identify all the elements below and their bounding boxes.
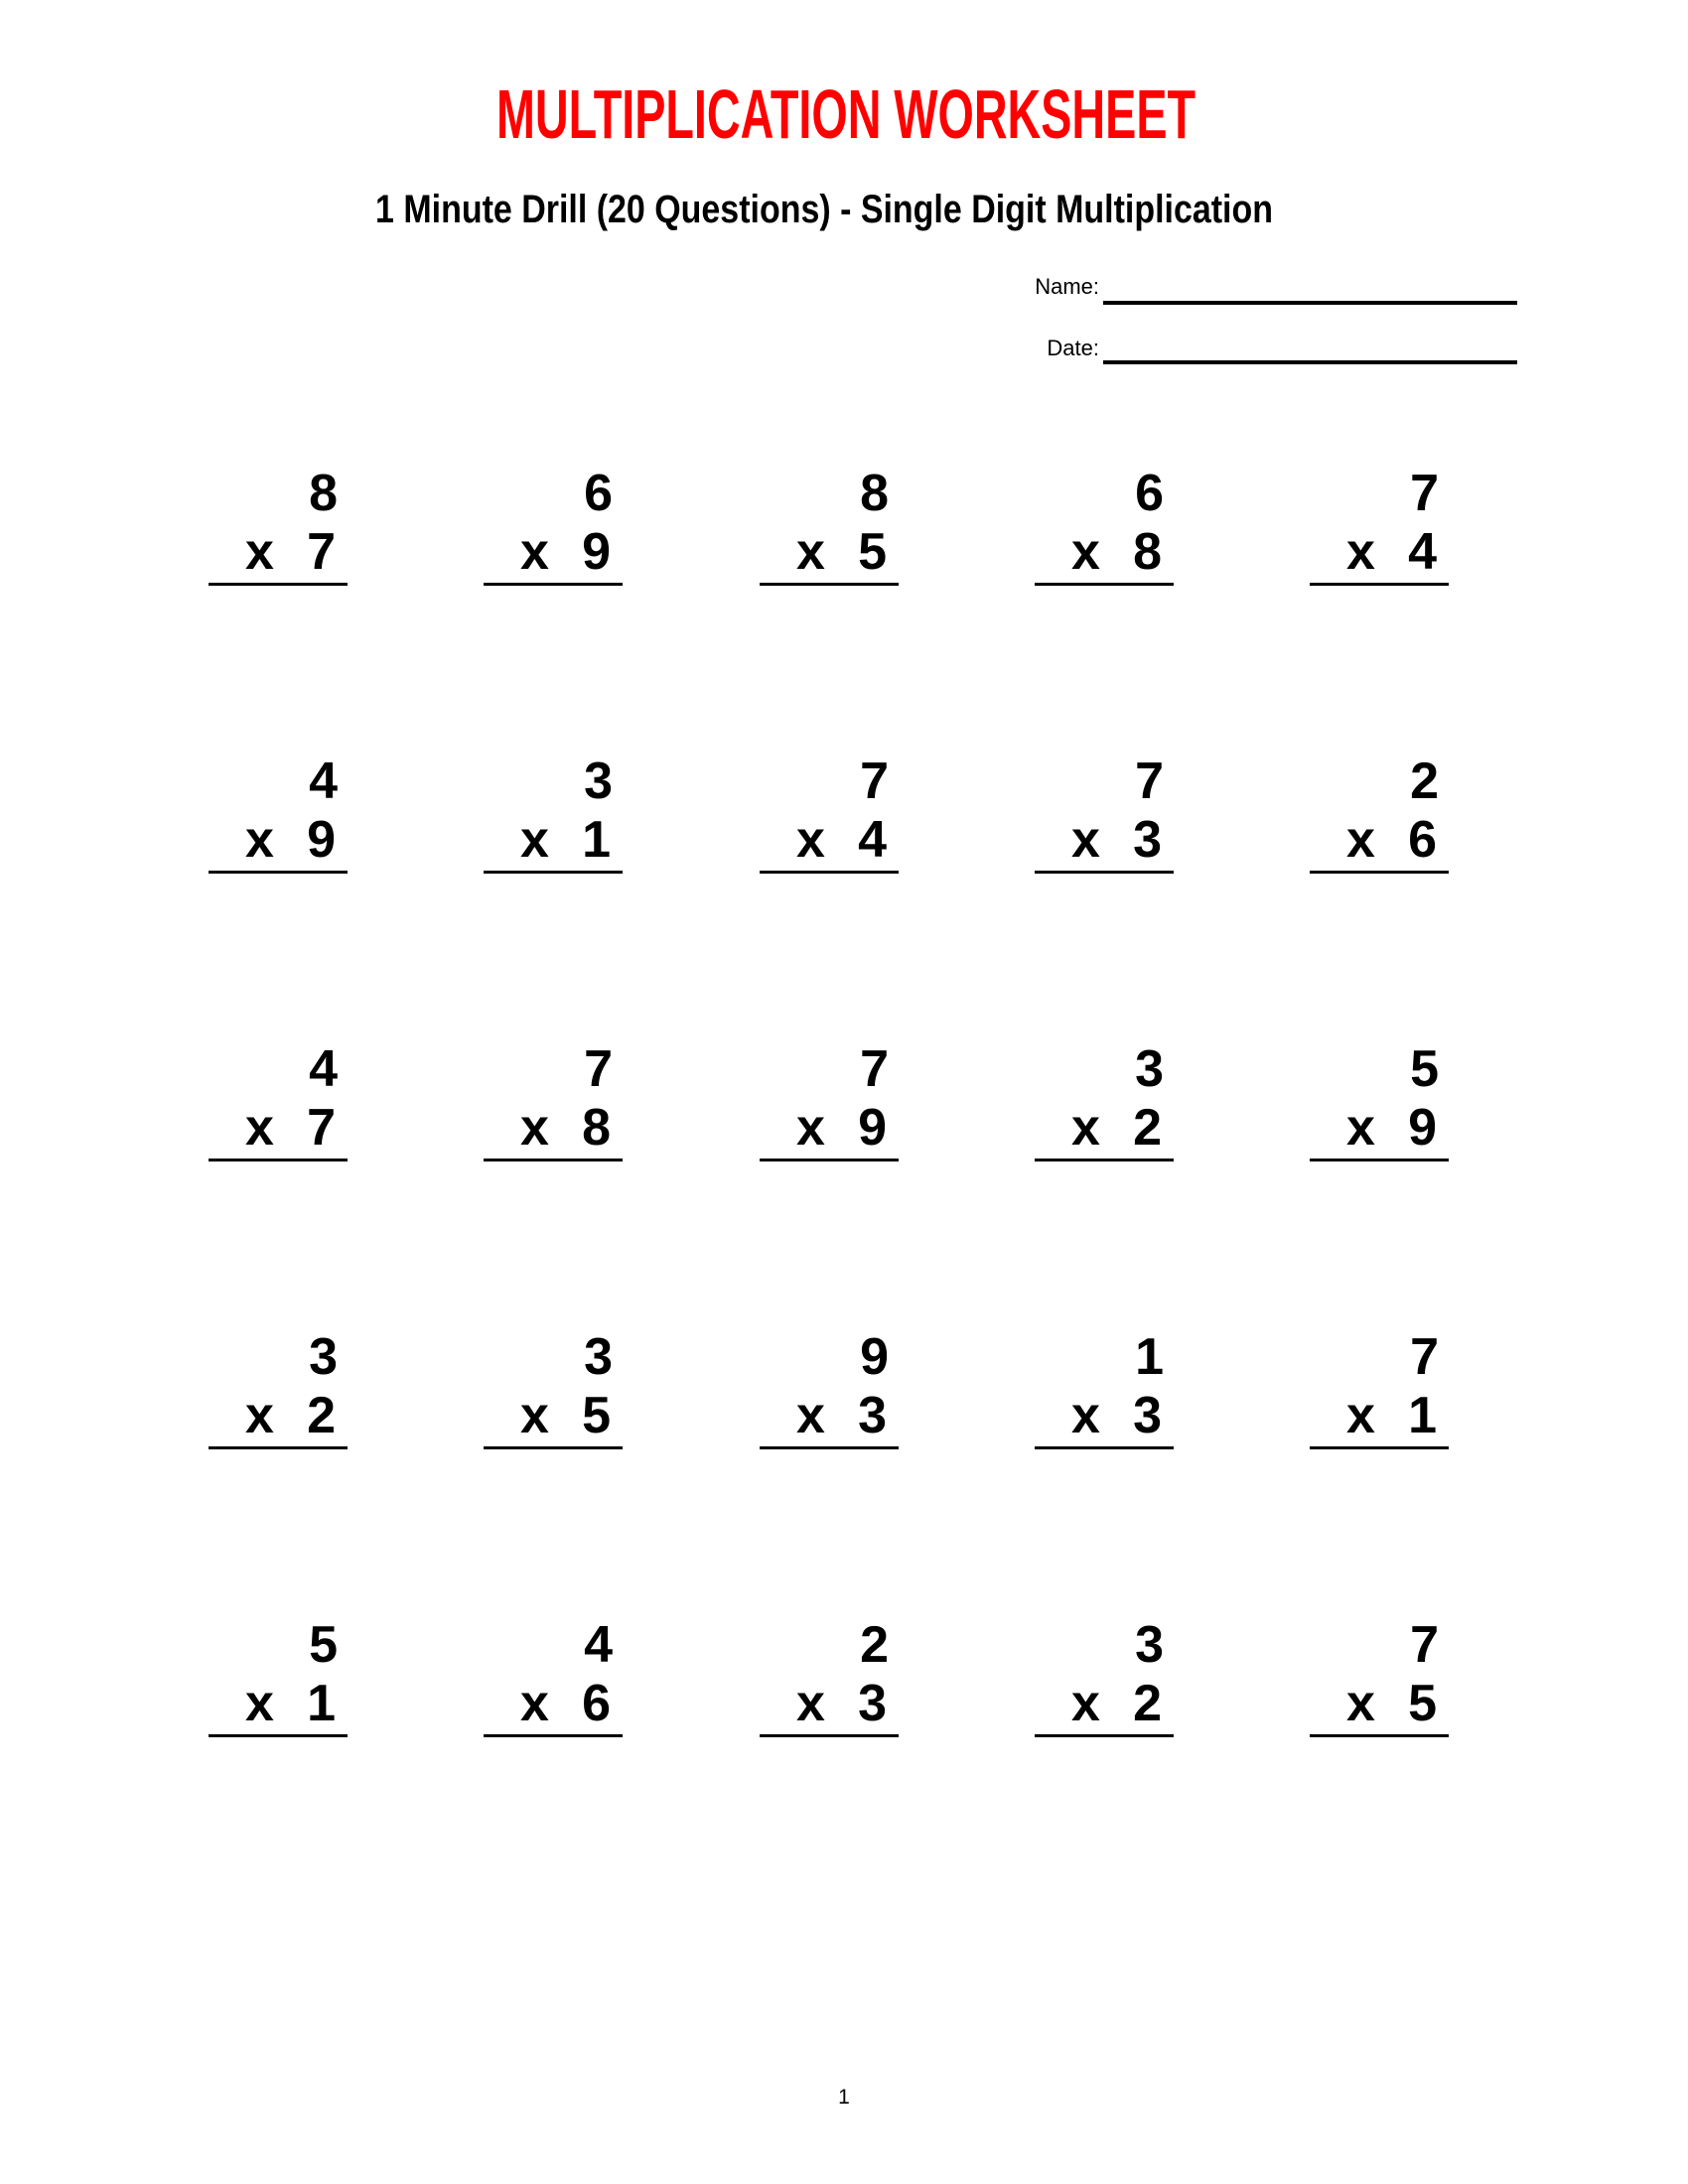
answer-line[interactable]: [209, 1159, 348, 1161]
problem-6: [209, 754, 348, 876]
multiplier: 5: [1408, 1675, 1437, 1732]
date-label: Date:: [1047, 336, 1099, 360]
multiplicand: 7: [1135, 752, 1164, 810]
multiply-sign: x: [796, 1675, 825, 1732]
page-number: 1: [838, 2086, 850, 2109]
answer-line[interactable]: [760, 1446, 899, 1449]
problem-16: [209, 1330, 348, 1451]
multiplicand: 3: [309, 1328, 338, 1386]
multiply-sign: x: [1071, 523, 1100, 581]
problem-3: [760, 467, 899, 588]
answer-line[interactable]: [1035, 1734, 1174, 1737]
problem-18: [760, 1330, 899, 1451]
multiplicand: 3: [1135, 1040, 1164, 1098]
answer-line[interactable]: [484, 1446, 623, 1449]
page-subtitle: [375, 190, 1273, 229]
answer-line[interactable]: [760, 1734, 899, 1737]
multiplier: 1: [307, 1675, 336, 1732]
multiplier: 4: [858, 811, 887, 869]
multiply-sign: x: [1346, 1099, 1375, 1157]
multiplier: 2: [1133, 1099, 1162, 1157]
multiplier: 5: [858, 523, 887, 581]
multiply-sign: x: [1346, 1675, 1375, 1732]
multiplicand: 8: [860, 465, 889, 522]
multiply-sign: x: [245, 1099, 274, 1157]
multiply-sign: x: [796, 1387, 825, 1444]
problem-12: [484, 1042, 623, 1163]
problem-22: [484, 1618, 623, 1739]
answer-line[interactable]: [484, 871, 623, 874]
answer-line[interactable]: [209, 583, 348, 586]
answer-line[interactable]: [1310, 1159, 1449, 1161]
multiplicand: 8: [309, 465, 338, 522]
multiplier: 9: [858, 1099, 887, 1157]
answer-line[interactable]: [1035, 583, 1174, 586]
answer-line[interactable]: [760, 1159, 899, 1161]
multiplier: 3: [858, 1387, 887, 1444]
multiply-sign: x: [520, 1099, 549, 1157]
problem-21: [209, 1618, 348, 1739]
multiplier: 5: [582, 1387, 611, 1444]
multiplier: 2: [1133, 1675, 1162, 1732]
problem-25: [1310, 1618, 1449, 1739]
answer-line[interactable]: [209, 1734, 348, 1737]
multiplier: 4: [1408, 523, 1437, 581]
multiplier: 1: [1408, 1387, 1437, 1444]
multiplicand: 7: [1410, 465, 1439, 522]
multiplicand: 4: [309, 1040, 338, 1098]
answer-line[interactable]: [1310, 1734, 1449, 1737]
multiplicand: 2: [860, 1616, 889, 1674]
multiplicand: 7: [584, 1040, 613, 1098]
multiplicand: 1: [1135, 1328, 1164, 1386]
problem-17: [484, 1330, 623, 1451]
multiplier: 6: [582, 1675, 611, 1732]
multiply-sign: x: [796, 1099, 825, 1157]
date-input-line[interactable]: [1103, 360, 1517, 364]
name-input-line[interactable]: [1103, 301, 1517, 305]
multiplicand: 7: [860, 752, 889, 810]
multiplicand: 4: [584, 1616, 613, 1674]
multiplier: 2: [307, 1387, 336, 1444]
problem-5: [1310, 467, 1449, 588]
multiply-sign: x: [1071, 1675, 1100, 1732]
multiply-sign: x: [520, 523, 549, 581]
multiply-sign: x: [520, 811, 549, 869]
problem-1: [209, 467, 348, 588]
problem-4: [1035, 467, 1174, 588]
problem-14: [1035, 1042, 1174, 1163]
multiplier: 3: [1133, 811, 1162, 869]
multiplier: 3: [858, 1675, 887, 1732]
multiply-sign: x: [520, 1675, 549, 1732]
problem-2: [484, 467, 623, 588]
multiplicand: 7: [1410, 1328, 1439, 1386]
multiplicand: 7: [1410, 1616, 1439, 1674]
problem-23: [760, 1618, 899, 1739]
multiply-sign: x: [1071, 1099, 1100, 1157]
multiplier: 9: [582, 523, 611, 581]
multiplier: 7: [307, 1099, 336, 1157]
name-label: Name:: [1035, 274, 1099, 299]
answer-line[interactable]: [1310, 871, 1449, 874]
multiply-sign: x: [1071, 811, 1100, 869]
multiplier: 8: [582, 1099, 611, 1157]
multiplicand: 5: [1410, 1040, 1439, 1098]
answer-line[interactable]: [760, 583, 899, 586]
problem-20: [1310, 1330, 1449, 1451]
problem-24: [1035, 1618, 1174, 1739]
answer-line[interactable]: [1035, 871, 1174, 874]
problem-15: [1310, 1042, 1449, 1163]
multiply-sign: x: [1346, 811, 1375, 869]
multiply-sign: x: [520, 1387, 549, 1444]
multiplicand: 7: [860, 1040, 889, 1098]
multiplicand: 3: [584, 752, 613, 810]
multiplicand: 9: [860, 1328, 889, 1386]
multiply-sign: x: [796, 811, 825, 869]
problem-13: [760, 1042, 899, 1163]
multiply-sign: x: [245, 1675, 274, 1732]
multiply-sign: x: [245, 523, 274, 581]
answer-line[interactable]: [1310, 583, 1449, 586]
answer-line[interactable]: [484, 583, 623, 586]
answer-line[interactable]: [760, 871, 899, 874]
multiply-sign: x: [1346, 1387, 1375, 1444]
multiplier: 7: [307, 523, 336, 581]
multiplicand: 3: [584, 1328, 613, 1386]
multiplier: 6: [1408, 811, 1437, 869]
multiplier: 9: [307, 811, 336, 869]
answer-line[interactable]: [209, 871, 348, 874]
answer-line[interactable]: [1310, 1446, 1449, 1449]
multiply-sign: x: [1071, 1387, 1100, 1444]
multiply-sign: x: [245, 811, 274, 869]
answer-line[interactable]: [484, 1159, 623, 1161]
problem-9: [1035, 754, 1174, 876]
problem-11: [209, 1042, 348, 1163]
answer-line[interactable]: [1035, 1446, 1174, 1449]
multiplicand: 4: [309, 752, 338, 810]
multiplicand: 2: [1410, 752, 1439, 810]
answer-line[interactable]: [484, 1734, 623, 1737]
multiply-sign: x: [245, 1387, 274, 1444]
problem-7: [484, 754, 623, 876]
multiply-sign: x: [1346, 523, 1375, 581]
answer-line[interactable]: [209, 1446, 348, 1449]
problem-8: [760, 754, 899, 876]
multiplier: 1: [582, 811, 611, 869]
page-title-text: MULTIPLICATION WORKSHEET: [496, 75, 1196, 153]
multiplicand: 6: [1135, 465, 1164, 522]
page-subtitle-text: 1 Minute Drill (20 Questions) - Single Digit Multiplication: [375, 188, 1273, 231]
page-title: [496, 75, 1196, 153]
problem-19: [1035, 1330, 1174, 1451]
multiplicand: 5: [309, 1616, 338, 1674]
answer-line[interactable]: [1035, 1159, 1174, 1161]
multiply-sign: x: [796, 523, 825, 581]
multiplier: 3: [1133, 1387, 1162, 1444]
multiplicand: 6: [584, 465, 613, 522]
multiplicand: 3: [1135, 1616, 1164, 1674]
multiplier: 9: [1408, 1099, 1437, 1157]
multiplier: 8: [1133, 523, 1162, 581]
problem-10: [1310, 754, 1449, 876]
